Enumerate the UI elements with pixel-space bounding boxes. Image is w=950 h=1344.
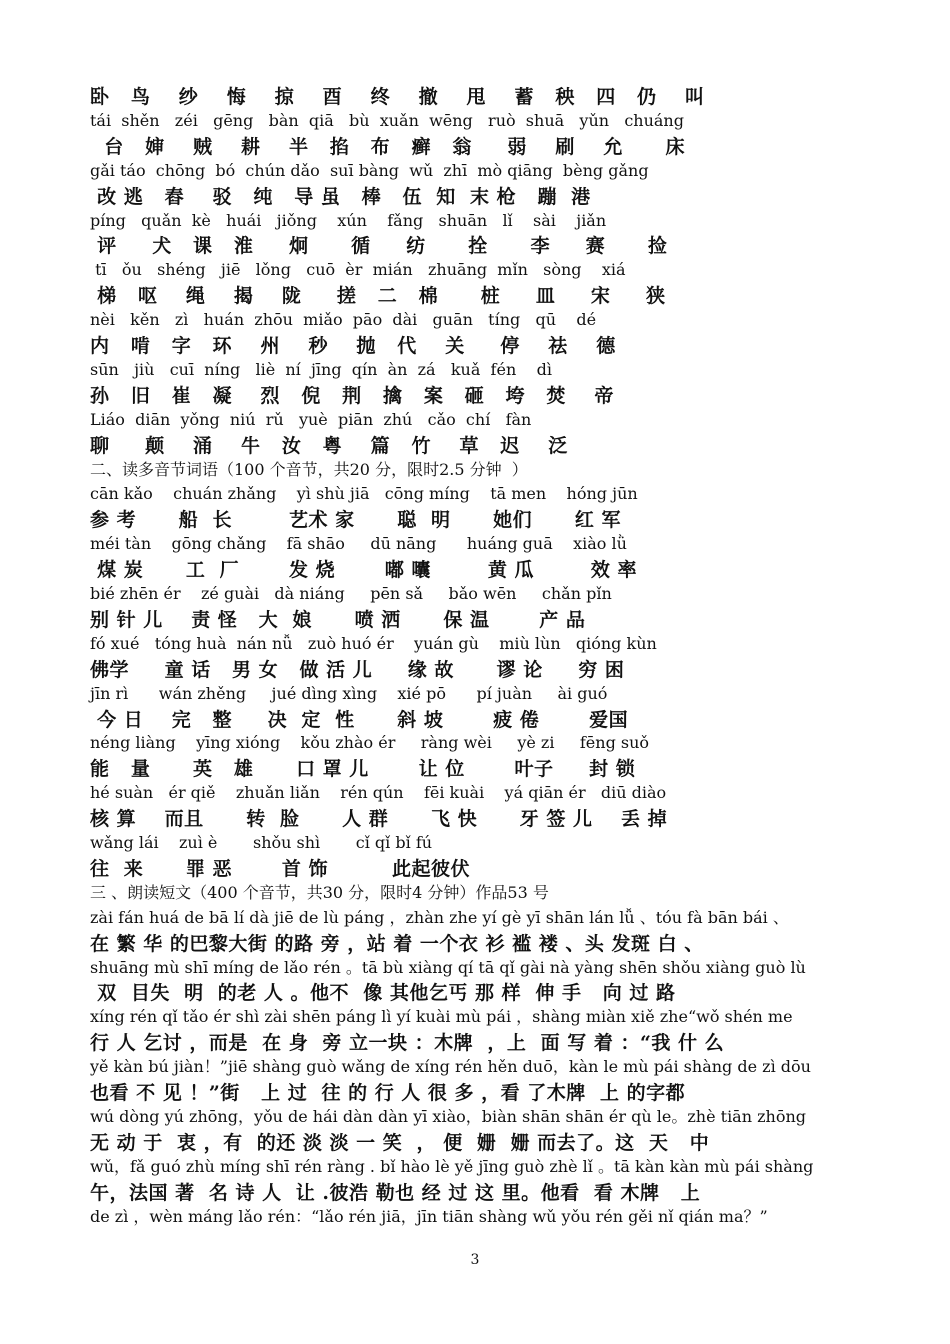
hanzi-line: 改 逃 舂 驳 纯 导 虽 棒 伍 知 末 枪 蹦 港: [90, 185, 591, 208]
hanzi-line: 别 针 儿 责 怪 大 娘 喷 洒 保 温 产 品: [90, 608, 586, 631]
hanzi-line: 佛学 童 话 男 女 做 活 儿 缘 故 谬 论 穷 困: [90, 658, 625, 681]
hanzi-line: 煤 炭 工 厂 发 烧 嘟 囔 黄 瓜 效 率: [90, 559, 638, 582]
pinyin-line: zài fán huá de bā lí dà jiē de lù páng ，zhàn zhe yí gè yī shān lán lǚ 、tóu fà bān bái 、: [90, 907, 789, 927]
section-heading: 三 、朗读短文（400 个音节，共30 分，限时4 分钟）作品53 号: [90, 882, 549, 902]
page-number: 3: [470, 1252, 480, 1268]
pinyin-line: píng quǎn kè huái jiǒng xún fǎng shuān lǐ sài jiǎn: [90, 210, 607, 230]
pinyin-line: méi tàn gōng chǎng fā shāo dū nāng huáng guā xiào lǜ: [90, 534, 627, 554]
hanzi-line: 卧 鸟 纱 悔 掠 酉 终 撤 甩 蓄 秧 四 仍 叫: [90, 86, 705, 108]
hanzi-line: 评 犬 课 淮 炯 循 纺 拴 李 赛 捡: [90, 235, 668, 258]
pinyin-line: gǎi táo chōng bó chún dǎo suī bàng wǔ zhī mò qiāng bèng gǎng: [90, 160, 649, 180]
hanzi-line: 行 人 乞讨 ，而是 在 身 旁 立一块 ：木牌 ，上 面 写 着 ：“我 什 么: [90, 1032, 725, 1055]
pinyin-line: cān kǎo chuán zhǎng yì shù jiā cōng míng tā men hóng jūn: [90, 484, 638, 504]
pinyin-line: yě kàn bú jiàn！”jiē shàng guò wǎng de xíng rén hěn duō，kàn le mù pái shàng de zì dōu: [90, 1057, 811, 1077]
pinyin-line: wǔ，fǎ guó zhù míng shī rén ràng . bǐ hào lè yě jīng guò zhè lǐ 。tā kàn kàn mù pái shàng: [90, 1156, 814, 1176]
pinyin-line: sūn jiù cuī níng liè ní jīng qín àn zá kuǎ fén dì: [90, 359, 552, 379]
section-heading: 二、读多音节词语（100 个音节，共20 分，限时2.5 分钟 ）: [90, 459, 528, 479]
hanzi-line: 台 婶 贼 耕 半 掐 布 癣 翁 弱 刷 允 床: [90, 135, 686, 158]
pinyin-line: nèi kěn zì huán zhōu miǎo pāo dài guān tíng qū dé: [90, 310, 597, 330]
pinyin-line: wú dòng yú zhōng，yǒu de hái dàn dàn yī xiào，biàn shān shān ér qù le。zhè tiān zhōng: [90, 1106, 807, 1126]
hanzi-line: 孙 旧 崔 凝 烈 倪 荆 擒 案 砸 垮 焚 帝: [90, 384, 614, 407]
pinyin-line: hé suàn ér qiě zhuǎn liǎn rén qún fēi kuài yá qiān ér diū diào: [90, 783, 667, 803]
pinyin-line: jīn rì wán zhěng jué dìng xìng xié pō pí juàn ài guó: [90, 683, 608, 703]
hanzi-line: 往 来 罪 恶 首 饰 此起彼伏: [90, 857, 470, 880]
hanzi-line: 在 繁 华 的巴黎大街 的路 旁 ，站 着 一个衣 衫 褴 褛 、头 发斑 白 、: [90, 932, 704, 955]
hanzi-line: 内 啃 字 环 州 秒 抛 代 关 停 祛 德: [90, 335, 616, 357]
pinyin-line: wǎng lái zuì è shǒu shì cǐ qǐ bǐ fú: [90, 833, 433, 852]
pinyin-line: tī ǒu shéng jiē lǒng cuō èr mián zhuāng mǐn sòng xiá: [90, 260, 626, 280]
hanzi-line: 聊 颠 涌 牛 汝 粤 篇 竹 草 迟 泛: [90, 434, 568, 457]
pinyin-line: de zì ，wèn máng lǎo rén：“lǎo rén jiā，jīn tiān shàng wǔ yǒu rén gěi nǐ qián ma？”: [90, 1206, 768, 1226]
hanzi-line: 今 日 完 整 决 定 性 斜 坡 疲 倦 爱国: [90, 708, 629, 731]
pinyin-line: bié zhēn ér zé guài dà niáng pēn sǎ bǎo wēn chǎn pǐn: [90, 584, 612, 603]
pinyin-line: xíng rén qǐ tǎo ér shì zài shēn páng lì yí kuài mù pái ，shàng miàn xiě zhe“wǒ shén me: [90, 1007, 793, 1027]
hanzi-line: 也看 不 见 ！”街 上 过 往 的 行 人 很 多 ，看 了木牌 上 的字都: [90, 1082, 686, 1104]
hanzi-line: 午，法国 著 名 诗 人 让 .彼浩 勒也 经 过 这 里。他看 看 木牌 上: [90, 1181, 701, 1204]
hanzi-line: 无 动 于 衷 ，有 的还 淡 淡 一 笑 ， 便 姗 姗 而去了。这 天 中: [90, 1131, 710, 1154]
hanzi-line: 能 量 英 雄 口 罩 儿 让 位 叶子 封 锁: [90, 758, 636, 781]
pinyin-line: néng liàng yīng xióng kǒu zhào ér ràng wèi yè zi fēng suǒ: [90, 733, 650, 753]
pinyin-line: tái shěn zéi gēng bàn qiā bù xuǎn wēng ruò shuā yǔn chuáng: [90, 110, 684, 130]
hanzi-line: 参 考 船 长 艺术 家 聪 明 她们 红 军: [90, 509, 621, 532]
hanzi-line: 梯 呕 绳 揭 陇 搓 二 棉 桩 皿 宋 狭: [90, 285, 666, 308]
pinyin-line: fó xué tóng huà nán nǚ zuò huó ér yuán gù miù lùn qióng kùn: [90, 633, 657, 653]
pinyin-line: Liáo diān yǒng niú rǔ yuè piān zhú cǎo chí fàn: [90, 409, 532, 429]
hanzi-line: 双 目失 明 的老 人 。他不 像 其他乞丐 那 样 伸 手 向 过 路: [90, 982, 676, 1005]
hanzi-line: 核 算 而且 转 脸 人 群 飞 快 牙 签 儿 丢 掉: [90, 808, 668, 831]
pinyin-line: shuāng mù shī míng de lǎo rén 。tā bù xiàng qí tā qǐ gài nà yàng shēn shǒu xiàng guò lù: [90, 957, 806, 977]
